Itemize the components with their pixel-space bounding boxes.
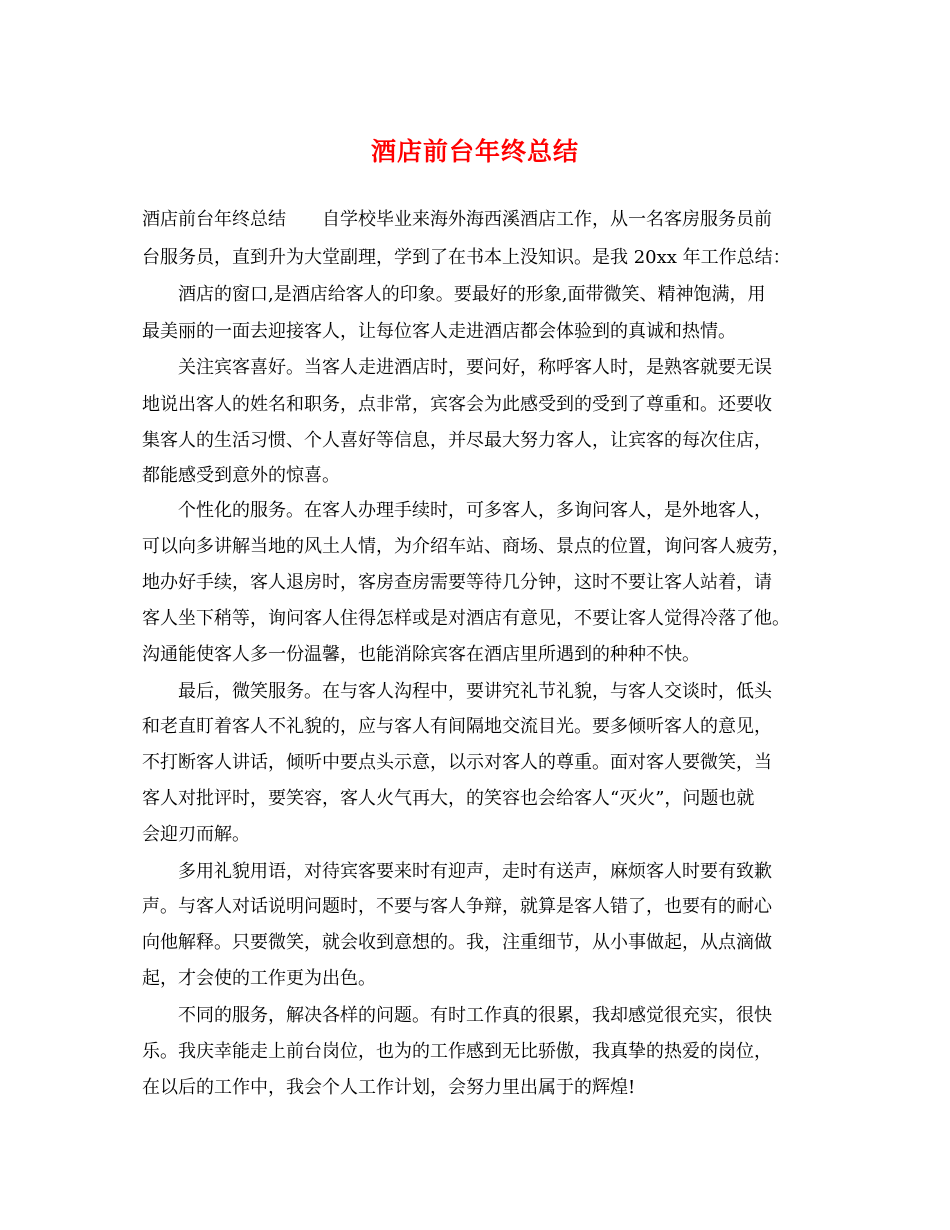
text-line: 酒店的窗口,是酒店给客人的印象。要最好的形象,面带微笑、精神饱满，用 — [178, 284, 766, 305]
text-line: 关注宾客喜好。当客人走进酒店时，要问好，称呼客人时，是熟客就要无误 — [178, 357, 772, 378]
text-line: 在以后的工作中，我会个人工作计划，会努力里出属于的辉煌! — [142, 1077, 636, 1098]
text-line: 酒店前台年终总结 自学校毕业来海外海西溪酒店工作，从一名客房服务员前 — [142, 209, 772, 230]
text-line: 个性化的服务。在客人办理手续时，可多客人，多询问客人，是外地客人， — [178, 500, 772, 521]
text-line: 不同的服务，解决各样的问题。有时工作真的很累，我却感觉很充实，很快 — [178, 1005, 772, 1026]
text-line: 客人对批评时，要笑容，客人火气再大，的笑容也会给客人“灭火”，问题也就 — [142, 788, 755, 809]
text-line: 都能感受到意外的惊喜。 — [142, 465, 340, 486]
text-line: 地说出客人的姓名和职务，点非常，宾客会为此感受到的受到了尊重和。还要收 — [142, 394, 772, 415]
text-line: 和老直盯着客人不礼貌的，应与客人有间隔地交流目光。要多倾听客人的意见， — [142, 716, 772, 737]
text-line: 起，才会使的工作更为出色。 — [142, 968, 376, 989]
text-line: 不打断客人讲话，倾听中要点头示意，以示对客人的尊重。面对客人要微笑，当 — [142, 752, 772, 773]
text-line: 客人坐下稍等，询问客人住得怎样或是对酒店有意见，不要让客人觉得冷落了他。 — [142, 608, 790, 629]
text-line: 声。与客人对话说明问题时，不要与客人争辩，就算是客人错了，也要有的耐心 — [142, 896, 772, 917]
text-line: 沟通能使客人多一份温馨，也能消除宾客在酒店里所遇到的种种不快。 — [142, 644, 700, 665]
text-line: 乐。我庆幸能走上前台岗位，也为的工作感到无比骄傲，我真挚的热爱的岗位， — [142, 1041, 772, 1062]
text-line: 多用礼貌用语，对待宾客要来时有迎声，走时有送声，麻烦客人时要有致歉 — [178, 861, 772, 882]
text-line: 集客人的生活习惯、个人喜好等信息，并尽最大努力客人，让宾客的每次住店， — [142, 430, 772, 451]
text-line: 最美丽的一面去迎接客人，让每位客人走进酒店都会体验到的真诚和热情。 — [142, 321, 736, 342]
text-line: 最后，微笑服务。在与客人沟程中，要讲究礼节礼貌，与客人交谈时，低头 — [178, 681, 772, 702]
text-line: 可以向多讲解当地的风土人情，为介绍车站、商场、景点的位置，询问客人疲劳， — [142, 536, 790, 557]
text-line: 台服务员，直到升为大堂副理，学到了在书本上没知识。是我 20xx 年工作总结： — [142, 247, 791, 268]
text-line: 会迎刃而解。 — [142, 824, 250, 845]
text-line: 向他解释。只要微笑，就会收到意想的。我，注重细节，从小事做起，从点滴做 — [142, 932, 772, 953]
text-line: 地办好手续，客人退房时，客房查房需要等待几分钟，这时不要让客人站着，请 — [142, 572, 772, 593]
document-title: 酒店前台年终总结 — [370, 137, 579, 166]
